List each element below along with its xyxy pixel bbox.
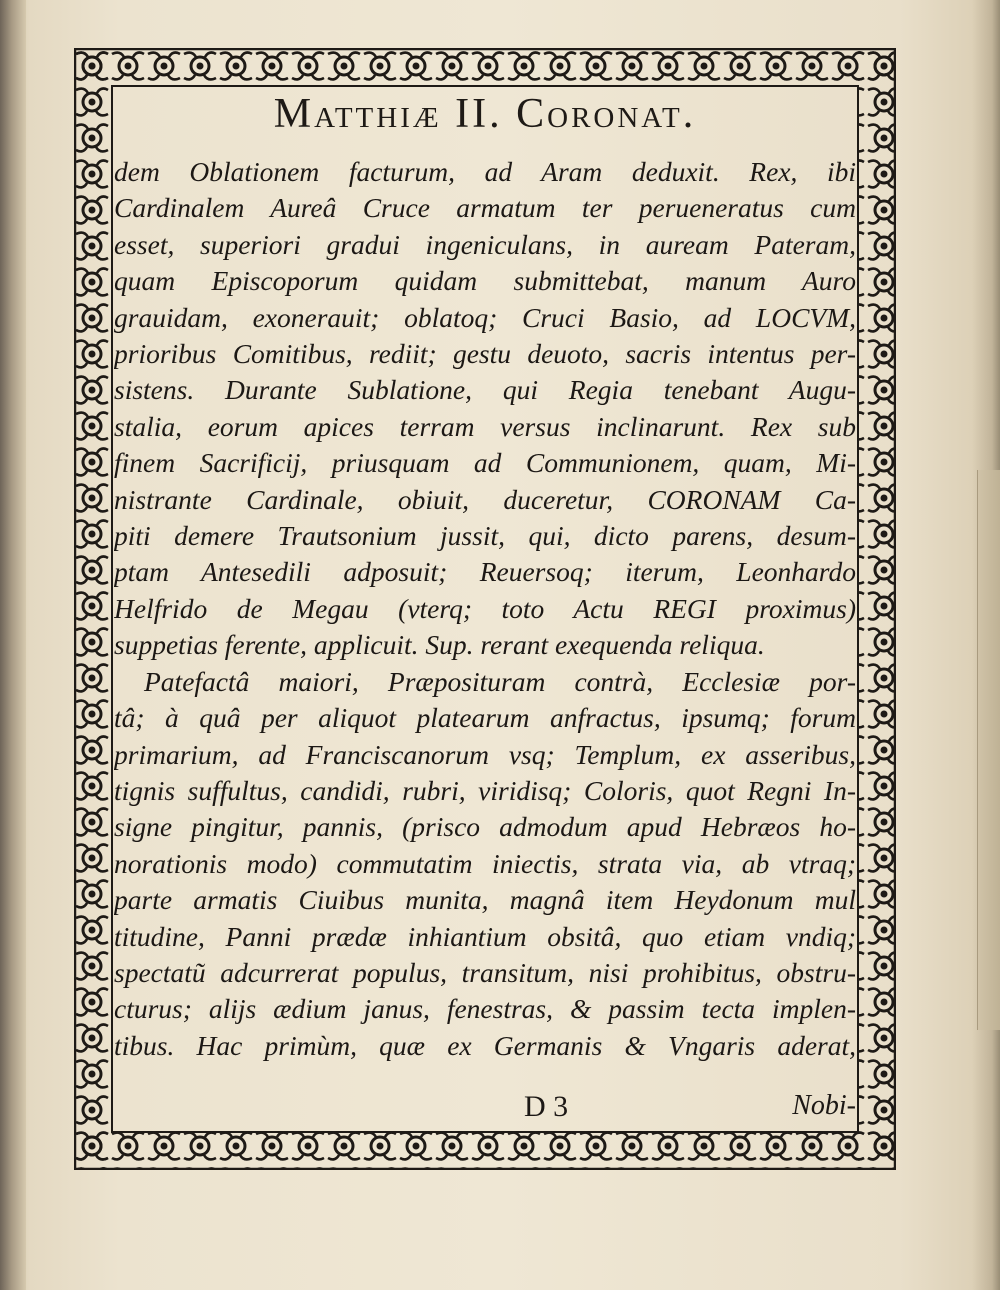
text-block bbox=[114, 90, 856, 1132]
text-line: grauidam, exonerauit; oblatoq; Cruci Basio, ad LOCVM, bbox=[114, 301, 856, 333]
text-line: nistrante Cardinale, obiuit, duceretur, CORONAM Ca- bbox=[114, 483, 856, 515]
text-line: stalia, eorum apices terram versus inclinarunt. Rex sub bbox=[114, 410, 856, 442]
text-line: quam Episcoporum quidam submittebat, manum Auro bbox=[114, 265, 856, 297]
text-line: spectatũ adcurrerat populus, transitum, nisi prohibitus, obstru- bbox=[114, 956, 856, 988]
text-line: prioribus Comitibus, rediit; gestu deuoto, sacris intentus per- bbox=[114, 338, 856, 370]
signature-mark: D 3 bbox=[524, 1090, 569, 1123]
text-line: Helfrido de Megau (vterq; toto Actu REGI proximus) bbox=[114, 592, 856, 624]
page-footer bbox=[114, 1090, 856, 1130]
text-line: titudine, Panni prædæ inhiantium obsitâ, quo etiam vndiq; bbox=[114, 920, 856, 952]
text-line: suppetias ferente, applicuit. Sup. rerant exequenda reliqua. bbox=[114, 629, 765, 661]
text-line: norationis modo) commutatim iniectis, strata via, ab vtraq; bbox=[114, 847, 856, 879]
text-line: Patefactâ maiori, Præposituram contrà, Ecclesiæ por- bbox=[144, 665, 856, 697]
text-line: signe pingitur, pannis, (prisco admodum apud Hebræos ho- bbox=[114, 811, 856, 843]
text-line: tâ; à quâ per aliquot platearum anfractus, ipsumq; forum bbox=[114, 702, 856, 734]
text-line: sistens. Durante Sublatione, qui Regia tenebant Augu- bbox=[114, 374, 856, 406]
text-line: cturus; alijs ædium janus, fenestras, & passim tecta implen- bbox=[114, 993, 856, 1025]
text-line: finem Sacrificij, priusquam ad Communionem, quam, Mi- bbox=[114, 447, 856, 479]
running-head: Matthiæ II. Coronat. bbox=[273, 91, 697, 137]
text-line: esset, superiori gradui ingeniculans, in auream Pateram, bbox=[114, 228, 856, 260]
text-line: ptam Antesedili adposuit; Reuersoq; iterum, Leonhardo bbox=[114, 556, 856, 588]
body-text bbox=[114, 154, 856, 1064]
page-fold-tab bbox=[977, 470, 1000, 1030]
catchword: Nobi- bbox=[792, 1090, 856, 1121]
text-line: parte armatis Ciuibus munita, magnâ item Heydonum mul bbox=[114, 884, 856, 916]
text-line: primarium, ad Franciscanorum vsq; Templum, ex asseribus, bbox=[114, 738, 856, 770]
binding-gutter bbox=[0, 0, 26, 1290]
text-line: piti demere Trautsonium jussit, qui, dicto parens, desum- bbox=[114, 520, 856, 552]
text-line: tibus. Hac primùm, quæ ex Germanis & Vngaris aderat, bbox=[114, 1029, 856, 1061]
text-line: dem Oblationem facturum, ad Aram deduxit. Rex, ibi bbox=[114, 156, 856, 187]
text-line: Cardinalem Aureâ Cruce armatum ter perueneratus cum bbox=[114, 192, 856, 224]
text-line: tignis suffultus, candidi, rubri, viridisq; Coloris, quot Regni In- bbox=[114, 774, 856, 806]
